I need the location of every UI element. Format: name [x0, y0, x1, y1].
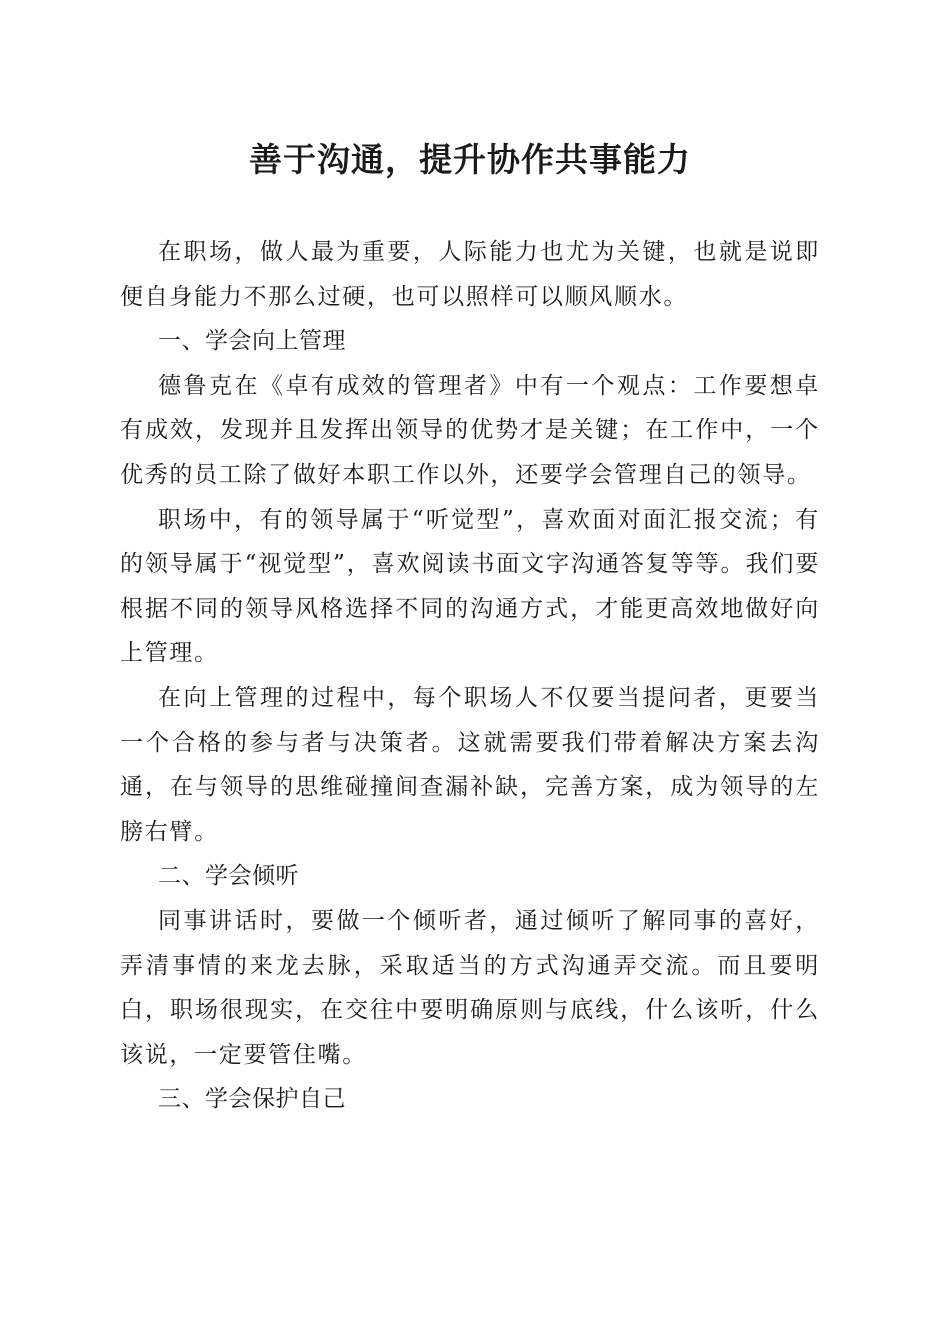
section-heading-1: 一、学会向上管理 — [158, 328, 346, 355]
body-paragraph: 在向上管理的过程中，每个职场人不仅要当提问者，更要当一个合格的参与者与决策者。这就需要我们带着解决方案去沟通，在与领导的思维碰撞间查漏补缺，完善方案，成为领导的左膀右臂。 — [120, 684, 820, 845]
document-body — [120, 230, 820, 1122]
body-paragraph: 德鲁克在《卓有成效的管理者》中有一个观点：工作要想卓有成效，发现并且发挥出领导的优势才是关键；在工作中，一个优秀的员工除了做好本职工作以外，还要学会管理自己的领导。 — [120, 372, 820, 488]
body-paragraph: 同事讲话时，要做一个倾听者，通过倾听了解同事的喜好，弄清事情的来龙去脉，采取适当的方式沟通弄交流。而且要明白，职场很现实，在交往中要明确原则与底线，什么该听，什么该说，一定要管住嘴。 — [120, 907, 820, 1068]
section-heading-2: 二、学会倾听 — [158, 863, 299, 890]
body-paragraph: 职场中，有的领导属于“听觉型”，喜欢面对面汇报交流；有的领导属于“视觉型”，喜欢阅读书面文字沟通答复等等。我们要根据不同的领导风格选择不同的沟通方式，才能更高效地做好向上管理。 — [120, 506, 820, 667]
document-title: 善于沟通，提升协作共事能力 — [249, 140, 691, 179]
section-heading-3: 三、学会保护自己 — [158, 1086, 346, 1113]
intro-paragraph: 在职场，做人最为重要，人际能力也尤为关键，也就是说即便自身能力不那么过硬，也可以照样可以顺风顺水。 — [120, 239, 820, 310]
